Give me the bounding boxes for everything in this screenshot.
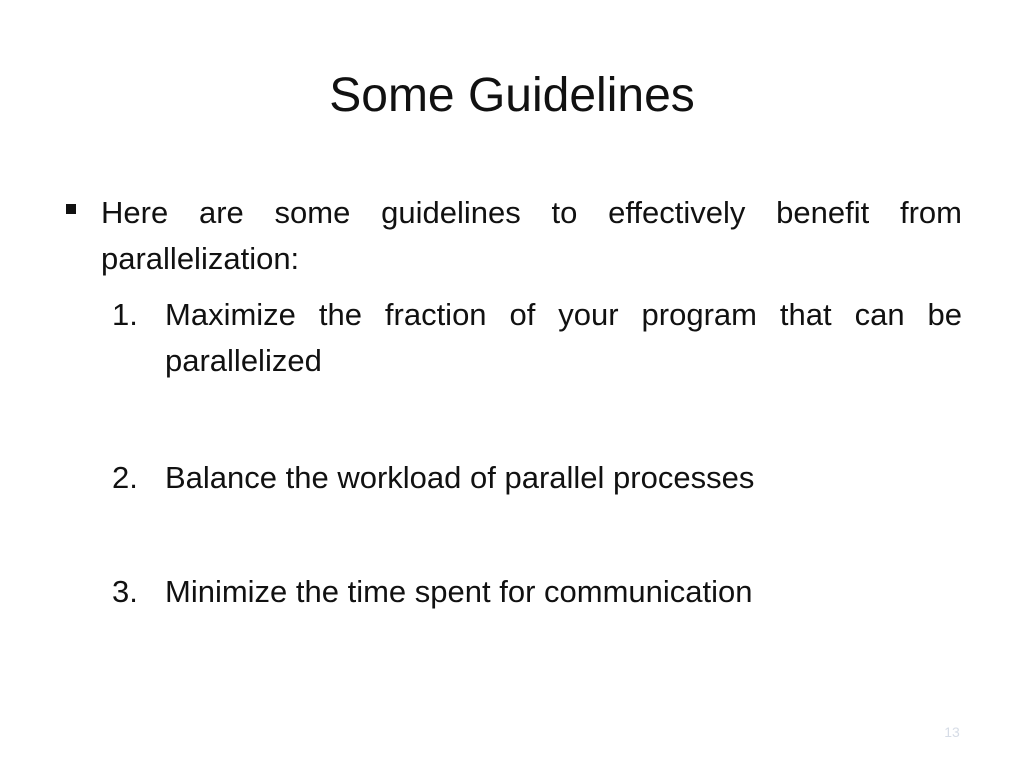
list-item-text: Maximize the fraction of your program that can be parallelized [165, 297, 962, 378]
square-bullet-icon [66, 204, 76, 214]
list-item-number: 2. [112, 460, 138, 495]
list-item-number: 3. [112, 574, 138, 609]
list-item-text: Balance the workload of parallel processes [165, 460, 755, 495]
ordered-list [112, 292, 962, 609]
slide-number: 13 [944, 724, 960, 740]
bullet-text: Here are some guidelines to effectively benefit from parallelization: [101, 195, 962, 276]
bullet-point [64, 190, 962, 282]
list-item-text: Minimize the time spent for communication [165, 574, 753, 609]
list-item-number: 1. [112, 297, 138, 332]
slide-title: Some Guidelines [329, 69, 695, 122]
list-item [112, 292, 962, 384]
list-item [112, 569, 962, 615]
list-item [112, 455, 962, 501]
